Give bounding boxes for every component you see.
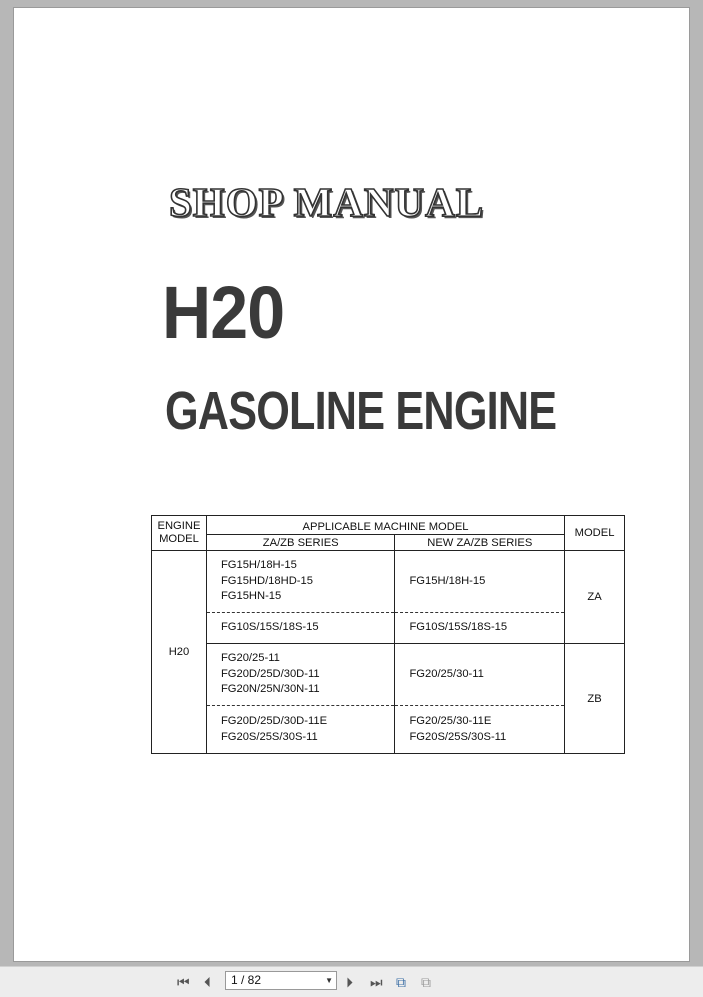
chevron-down-icon: ▼ — [325, 976, 333, 985]
za-zb-cell: FG20D/25D/30D-11E FG20S/25S/30S-11 — [206, 706, 395, 754]
header-engine-model: ENGINE MODEL — [152, 516, 207, 551]
za-zb-cell: FG20/25-11 FG20D/25D/30D-11 FG20N/25N/30N-11 — [206, 644, 395, 706]
extract-page-icon[interactable]: ⧉ — [396, 974, 406, 990]
last-page-icon[interactable]: ⏭ — [370, 974, 383, 990]
model-za: ZA — [565, 551, 625, 644]
za-zb-cell: FG10S/15S/18S-15 — [206, 613, 395, 644]
engine-model-cell: H20 — [152, 551, 207, 754]
new-za-zb-cell: FG20/25/30-11E FG20S/25S/30S-11 — [395, 706, 565, 754]
new-za-zb-cell: FG15H/18H-15 — [395, 551, 565, 613]
model-zb: ZB — [565, 644, 625, 754]
first-page-icon[interactable]: ⏮ — [177, 974, 190, 990]
new-za-zb-cell: FG20/25/30-11 — [395, 644, 565, 706]
header-za-zb-series: ZA/ZB SERIES — [206, 535, 395, 551]
copy-page-icon[interactable]: ⧉ — [421, 974, 431, 990]
engine-subtitle: GASOLINE ENGINE — [165, 381, 557, 441]
page-number-select[interactable]: 1 / 82 ▼ — [225, 971, 337, 990]
prev-page-icon[interactable]: ⏴ — [204, 974, 211, 990]
new-za-zb-cell: FG10S/15S/18S-15 — [395, 613, 565, 644]
za-zb-cell: FG15H/18H-15 FG15HD/18HD-15 FG15HN-15 — [206, 551, 395, 613]
header-applicable-machine-model: APPLICABLE MACHINE MODEL — [206, 516, 564, 535]
viewer-toolbar — [0, 966, 703, 997]
manual-title: SHOP MANUAL — [169, 179, 485, 225]
applicable-models-table — [151, 515, 625, 754]
header-new-za-zb-series: NEW ZA/ZB SERIES — [395, 535, 565, 551]
header-model: MODEL — [565, 516, 625, 551]
next-page-icon[interactable]: ⏵ — [346, 974, 353, 990]
document-page — [13, 7, 690, 962]
engine-code: H20 — [162, 271, 285, 354]
